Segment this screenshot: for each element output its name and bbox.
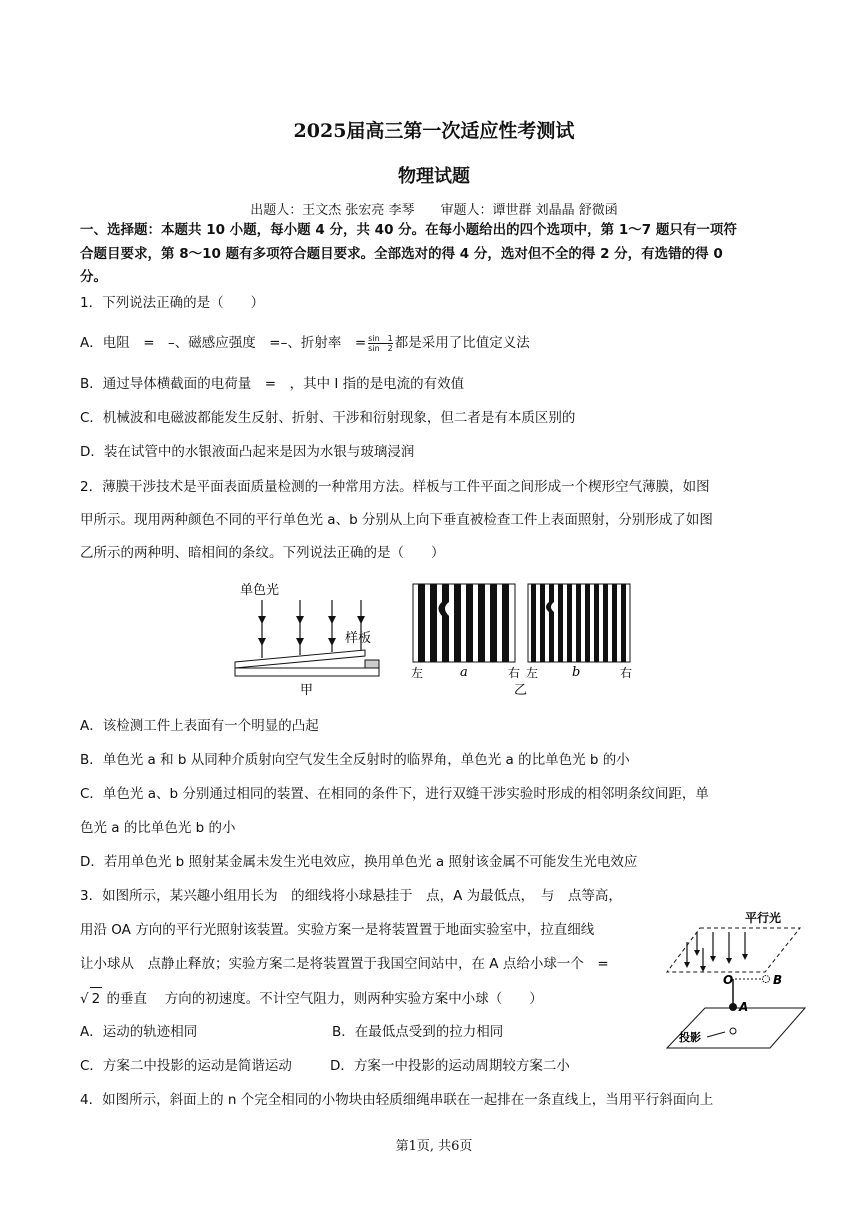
q3-option-b: B．在最低点受到的拉力相同 — [332, 1024, 504, 1040]
figure-yi — [408, 582, 638, 700]
q2-line-3: 乙所示的两种明、暗相间的条纹。下列说法正确的是（ ） — [80, 545, 445, 561]
label-left-a: 左 — [411, 666, 424, 680]
label-yi: 乙 — [514, 683, 528, 698]
q3-option-c: C．方案二中投影的运动是简谐运动 — [80, 1058, 292, 1074]
label-jia: 甲 — [300, 683, 314, 698]
label-parallel-light: 平行光 — [745, 911, 782, 925]
q2-option-a: A．该检测工件上表面有一个明显的凸起 — [80, 718, 319, 734]
label-projection: 投影 — [679, 1031, 701, 1044]
workpiece — [235, 668, 379, 676]
q1-option-c: C．机械波和电磁波都能发生反射、折射、干涉和衍射现象，但二者是有本质区别的 — [80, 410, 576, 426]
label-light: 单色光 — [240, 583, 280, 598]
page-subtitle: 物理试题 — [398, 166, 470, 187]
frac-num: sin 1 — [368, 333, 393, 343]
label-a: a — [460, 665, 468, 680]
q3-line-4: √ 2 的垂直 方向的初速度。不计空气阻力，则两种实验方案中小球（ ） — [80, 987, 543, 1010]
frac-den: sin 2 — [368, 343, 393, 353]
shadow-dot — [730, 1028, 736, 1034]
section-line-3: 分。 — [80, 269, 107, 285]
q3-line-1: 3．如图所示，某兴趣小组用长为 的细线将小球悬挂于 点，A 为最低点， 与 点等高， — [80, 888, 622, 904]
q2-option-b: B．单色光 a 和 b 从同种介质射向空气发生全反射时的临界角，单色光 a 的比单色光 b 的小 — [80, 752, 630, 768]
q1-stem: 1．下列说法正确的是（ ） — [80, 295, 265, 311]
figure-q3 — [665, 908, 815, 1056]
page-footer: 第1页, 共6页 — [395, 1139, 473, 1154]
q3-option-d: D．方案一中投影的运动周期较方案二小 — [330, 1058, 570, 1074]
q1-option-b: B．通过导体横截面的电荷量 = ，其中 I 指的是电流的有效值 — [80, 376, 465, 392]
q1-option-a — [80, 332, 530, 354]
light-rays — [262, 600, 361, 658]
q1-a-post: 都是采用了比值定义法 — [394, 335, 530, 351]
ray-heads — [684, 950, 748, 972]
label-plate: 样板 — [345, 631, 372, 646]
q2-option-c-1: C．单色光 a、b 分别通过相同的装置、在相同的条件下，进行双缝干涉实验时形成的相邻明条纹间距，单 — [80, 786, 709, 802]
page-title: 2025届高三第一次适应性考测试 — [293, 120, 575, 142]
section-line-1: 一、选择题：本题共 10 小题，每小题 4 分，共 40 分。在每小题给出的四个选项中，第 1～7 题只有一项符 — [80, 222, 737, 238]
label-o: O — [723, 973, 734, 987]
label-b: B — [773, 973, 783, 987]
ball-a — [729, 1003, 737, 1011]
ball-b — [763, 976, 770, 983]
q2-option-d: D．若用单色光 b 照射某金属未发生光电效应，换用单色光 a 照射该金属不可能发生光电效应 — [80, 854, 638, 870]
label-right-a: 右 — [508, 666, 521, 680]
label-b: b — [572, 665, 581, 680]
shim — [365, 660, 379, 668]
authors: 出题人：王文杰 张宏亮 李琴 审题人：谭世群 刘晶晶 舒微函 — [250, 203, 618, 218]
q3-line-3: 让小球从 点静止释放；实验方案二是将装置置于我国空间站中，在 A 点给小球一个 = — [80, 956, 609, 972]
fringe-box-a — [413, 584, 515, 662]
q2-line-2: 甲所示。现用两种颜色不同的平行单色光 a、b 分别从上向下垂直被检查工件上表面照射，分别形成了如图 — [80, 512, 713, 528]
sqrt-value: 2 — [90, 987, 103, 1010]
figure-jia — [225, 578, 385, 698]
q1-a-pre: A．电阻 = –、磁感应强度 =–、折射率 = — [80, 335, 367, 351]
refraction-fraction — [368, 334, 393, 353]
q4-line-1: 4．如图所示，斜面上的 n 个完全相同的小物块由轻质细绳串联在一起排在一条直线上，当用平行斜面向上 — [80, 1092, 714, 1108]
q1-option-d: D．装在试管中的水银液面凸起来是因为水银与玻璃浸润 — [80, 444, 415, 460]
label-left-b: 左 — [526, 666, 539, 680]
q2-line-1: 2．薄膜干涉技术是平面表面质量检测的一种常用方法。样板与工件平面之间形成一个楔形空气薄膜，如图 — [80, 479, 710, 495]
section-line-2: 合题目要求，第 8～10 题有多项符合题目要求。全部选对的得 4 分，选对但不全的得 2 分，有选错的得 0 — [80, 246, 723, 262]
q3-option-a: A．运动的轨迹相同 — [80, 1024, 198, 1040]
q2-option-c-2: 色光 a 的比单色光 b 的小 — [80, 820, 236, 836]
q3-line-2: 用沿 OA 方向的平行光照射该装置。实验方案一是将装置置于地面实验室中，拉直细线 — [80, 922, 595, 938]
label-a: A — [739, 1000, 749, 1014]
projection-pointer — [707, 1032, 725, 1037]
q3-line-4-text: 的垂直 方向的初速度。不计空气阻力，则两种实验方案中小球（ ） — [106, 991, 543, 1007]
label-right-b: 右 — [620, 666, 633, 680]
